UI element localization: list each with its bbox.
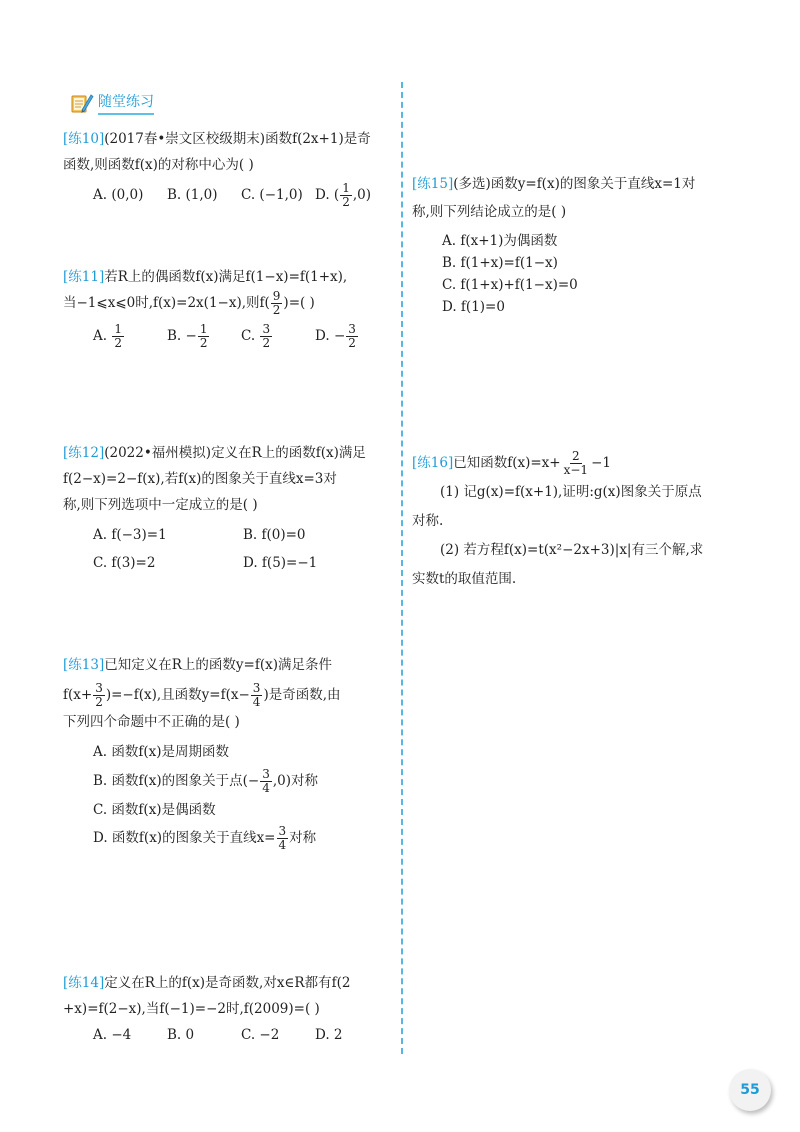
- q10-option-c: C. (−1,0): [241, 187, 303, 203]
- q10-line2: 函数,则函数f(x)的对称中心为( ): [63, 157, 254, 173]
- notebook-pencil-icon: [70, 92, 94, 114]
- q14-line2: +x)=f(2−x),当f(−1)=−2时,f(2009)=( ): [63, 1001, 320, 1017]
- q16-tag: [练16]: [412, 455, 454, 471]
- q12-tag: [练12]: [63, 445, 105, 461]
- q12-line1: [练12](2022•福州模拟)定义在R上的函数f(x)满足: [63, 445, 366, 461]
- q12-option-a: A. f(−3)=1: [93, 527, 167, 543]
- q14-line1: [练14]定义在R上的f(x)是奇函数,对x∈R都有f(2: [63, 975, 351, 991]
- q14-tag: [练14]: [63, 975, 105, 991]
- q16-line2: (1) 记g(x)=f(x+1),证明:g(x)图象关于原点: [440, 484, 702, 500]
- q12-options-row1: [63, 522, 393, 548]
- q10-option-a: A. (0,0): [93, 187, 144, 203]
- q10-line1: [练10](2017春•崇文区校级期末)函数f(2x+1)是奇: [63, 131, 371, 147]
- q16-line3: 对称.: [412, 513, 444, 529]
- question-16: [412, 449, 752, 594]
- q10-option-d: D. ( $\frac{1}{2}$ ,0): [315, 181, 371, 209]
- q12-line3: 称,则下列选项中一定成立的是( ): [63, 497, 258, 513]
- q15-option-d: D. f(1)=0: [442, 299, 505, 315]
- q11-line1: [练11]若R上的偶函数f(x)满足f(1−x)=f(1+x),: [63, 269, 348, 285]
- q12-option-b: B. f(0)=0: [243, 527, 306, 543]
- q11-tag: [练11]: [63, 269, 105, 285]
- q13-tag: [练13]: [63, 657, 105, 673]
- q13-line1: [练13]已知定义在R上的函数y=f(x)满足条件: [63, 657, 332, 673]
- q14-option-d: D. 2: [315, 1027, 343, 1043]
- q13-line3: 下列四个命题中不正确的是( ): [63, 714, 240, 730]
- q12-option-d: D. f(5)=−1: [243, 555, 318, 571]
- q11-option-b: B. − $\frac{1}{2}$: [167, 322, 208, 350]
- question-10: [63, 126, 393, 209]
- q11-option-d: D. − $\frac{3}{2}$: [315, 322, 356, 350]
- q15-option-a: A. f(x+1)为偶函数: [442, 233, 558, 249]
- q14-option-c: C. −2: [241, 1027, 280, 1043]
- q14-options: [63, 1022, 393, 1048]
- q11-line2: 当−1⩽x⩽0时,f(x)=2x(1−x),则f( $\frac{9}{2}$ )=( ): [63, 289, 315, 317]
- q11-options: [63, 323, 393, 350]
- section-title: 随堂练习: [98, 91, 154, 115]
- section-header: [70, 92, 154, 114]
- q15-option-b: B. f(1+x)=f(1−x): [442, 255, 558, 271]
- question-12: [63, 440, 393, 576]
- question-11: [63, 264, 393, 350]
- q15-tag: [练15]: [412, 176, 454, 192]
- q13-option-a: A. 函数f(x)是周期函数: [93, 744, 229, 760]
- q14-option-b: B. 0: [167, 1027, 195, 1043]
- page-number: 55: [729, 1069, 771, 1111]
- q13-option-c: C. 函数f(x)是偶函数: [93, 802, 216, 818]
- q11-option-c: C. $\frac{3}{2}$: [241, 322, 271, 350]
- q12-options-row2: [63, 550, 393, 576]
- q15-option-c: C. f(1+x)+f(1−x)=0: [442, 277, 578, 293]
- q13-line2: f(x+ $\frac{3}{2}$ )=−f(x),且函数y=f(x− $\frac{3}{4}$ )是奇函数,由: [63, 681, 341, 709]
- q10-options: [63, 182, 393, 209]
- question-13: [63, 652, 393, 852]
- q14-option-a: A. −4: [93, 1027, 132, 1043]
- q10-option-b: B. (1,0): [167, 187, 218, 203]
- q16-line5: 实数t的取值范围.: [412, 571, 517, 587]
- question-14: [63, 970, 393, 1048]
- q15-line2: 称,则下列结论成立的是( ): [412, 204, 567, 220]
- q15-options: [412, 230, 742, 318]
- q10-tag: [练10]: [63, 131, 105, 147]
- q15-line1: [练15](多选)函数y=f(x)的图象关于直线x=1对: [412, 176, 696, 192]
- q13-option-d: D. 函数f(x)的图象关于直线x= $\frac{3}{4}$ 对称: [93, 824, 317, 852]
- q11-option-a: A. $\frac{1}{2}$: [93, 322, 122, 350]
- q13-option-b: B. 函数f(x)的图象关于点(− $\frac{3}{4}$ ,0)对称: [93, 767, 319, 795]
- q12-option-c: C. f(3)=2: [93, 555, 156, 571]
- q13-options: [63, 739, 393, 852]
- q12-line2: f(2−x)=2−f(x),若f(x)的图象关于直线x=3对: [63, 471, 337, 487]
- q16-line1: [练16]已知函数f(x)=x+ $\frac{2}{x-1}$ −1: [412, 449, 611, 477]
- q16-line4: (2) 若方程f(x)=t(x²−2x+3)|x|有三个解,求: [440, 542, 704, 558]
- column-divider: [401, 82, 403, 1054]
- question-15: [412, 172, 742, 318]
